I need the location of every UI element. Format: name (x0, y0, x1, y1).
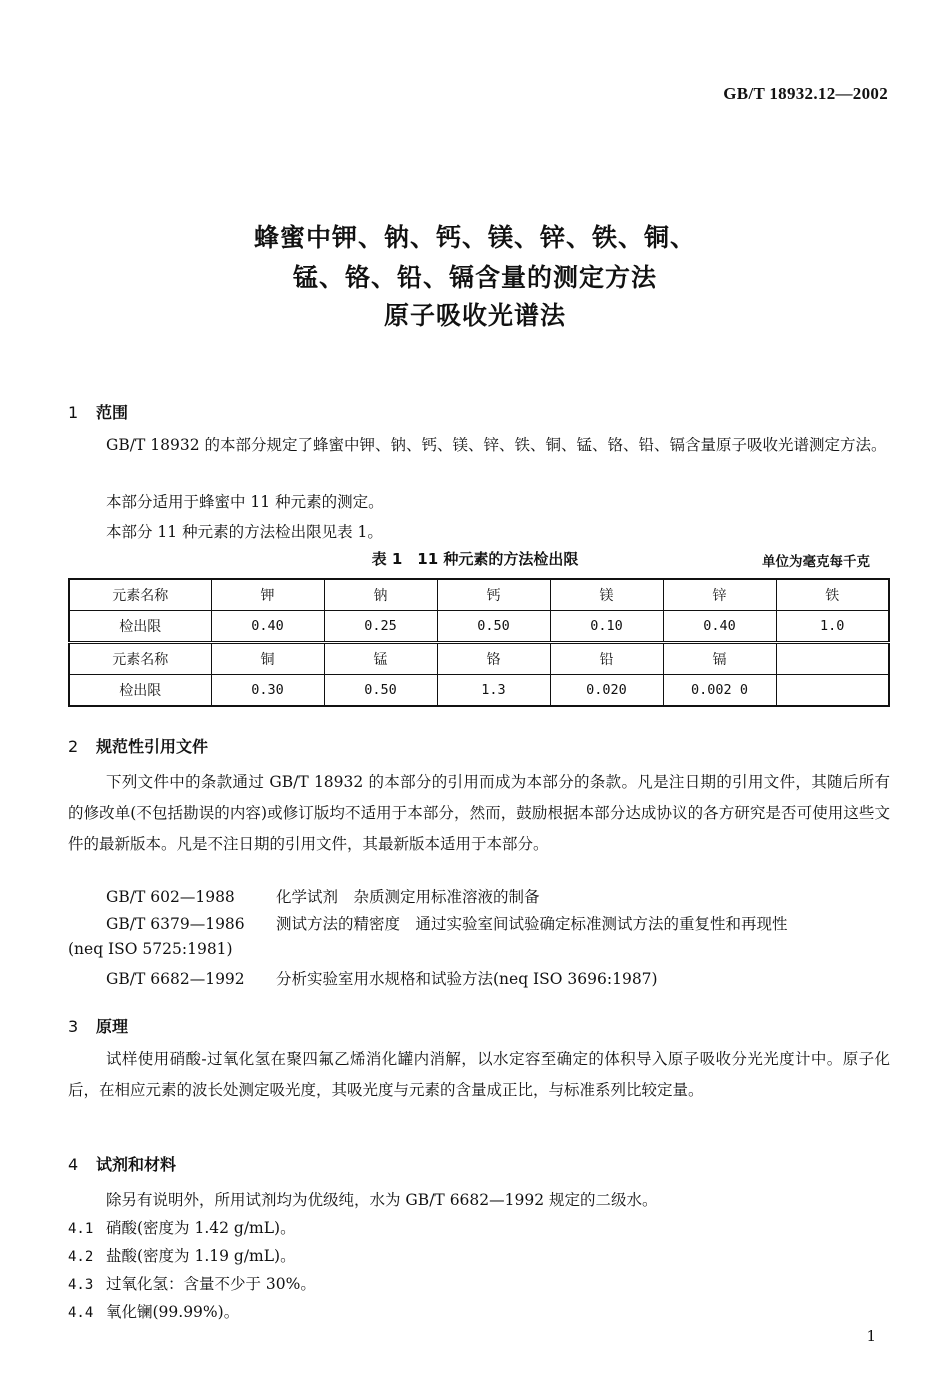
document-title-line-2: 锰、铬、铅、镉含量的测定方法 (292, 263, 657, 292)
reference-item (106, 967, 658, 989)
section-number: 3 (68, 1017, 79, 1036)
section-4-paragraph-1: 除另有说明外，所用试剂均为优级纯，水为 GB/T 6682—1992 规定的二级水。 (106, 1191, 658, 1209)
page-number: 1 (866, 1327, 876, 1345)
row-label: 元素名称 (69, 643, 211, 675)
limit-cell: 0.020 (550, 675, 663, 707)
limit-cell: 1.3 (437, 675, 550, 707)
element-cell: 钠 (324, 579, 437, 611)
section-title: 原理 (96, 1017, 129, 1036)
limit-cell: 0.40 (211, 611, 324, 643)
limit-cell: 0.40 (663, 611, 776, 643)
element-cell: 锰 (324, 643, 437, 675)
item-text: 氧化镧(99.99%)。 (106, 1303, 240, 1321)
section-number: 2 (68, 737, 79, 756)
reagent-item (68, 1272, 316, 1294)
item-text: 盐酸(密度为 1.19 g/mL)。 (106, 1247, 296, 1265)
section-4-heading (68, 1152, 176, 1175)
reference-code: GB/T 6682—1992 (106, 970, 245, 988)
element-cell (776, 643, 889, 675)
section-1-paragraph-1: GB/T 18932 的本部分规定了蜂蜜中钾、钠、钙、镁、锌、铁、铜、锰、铬、铅、镉含量原子吸收光谱测定方法。 (106, 436, 887, 454)
item-number: 4.4 (68, 1305, 94, 1321)
limit-cell (776, 675, 889, 707)
row-label: 检出限 (69, 675, 211, 707)
row-label: 元素名称 (69, 579, 211, 611)
item-number: 4.3 (68, 1277, 94, 1293)
element-cell: 镉 (663, 643, 776, 675)
reference-title: 化学试剂 杂质测定用标准溶液的制备 (276, 888, 540, 906)
limit-cell: 0.50 (437, 611, 550, 643)
section-title: 规范性引用文件 (96, 737, 209, 756)
reference-item (106, 885, 540, 907)
standard-code: GB/T 18932.12—2002 (723, 84, 888, 103)
table-row (69, 611, 889, 643)
detection-limit-table (68, 578, 890, 707)
section-title: 范围 (96, 403, 129, 422)
element-cell: 铅 (550, 643, 663, 675)
element-cell: 锌 (663, 579, 776, 611)
table-caption: 表 1 11 种元素的方法检出限 (371, 550, 579, 568)
item-text: 过氧化氢：含量不少于 30%。 (106, 1275, 316, 1293)
reagent-item (68, 1216, 296, 1238)
element-cell: 铬 (437, 643, 550, 675)
section-1-paragraph-2: 本部分适用于蜂蜜中 11 种元素的测定。 (106, 493, 384, 511)
reference-item (106, 912, 788, 934)
section-3-paragraph-1: 试样使用硝酸-过氧化氢在聚四氟乙烯消化罐内消解，以水定容至确定的体积导入原子吸收分光光度计中。原子化后，在相应元素的波长处测定吸光度，其吸光度与元素的含量成正比，与标准系列比较定量。 (68, 1050, 890, 1099)
element-cell: 铜 (211, 643, 324, 675)
limit-cell: 0.30 (211, 675, 324, 707)
table-row (69, 675, 889, 707)
section-number: 1 (68, 403, 79, 422)
section-2-heading (68, 734, 208, 757)
limit-cell: 0.002 0 (663, 675, 776, 707)
section-1-paragraph-3: 本部分 11 种元素的方法检出限见表 1。 (106, 523, 383, 541)
section-3-heading (68, 1014, 128, 1037)
reference-code: GB/T 6379—1986 (106, 915, 245, 933)
element-cell: 钙 (437, 579, 550, 611)
reference-title: 分析实验室用水规格和试验方法(neq ISO 3696:1987) (276, 970, 658, 988)
section-2-paragraph-1: 下列文件中的条款通过 GB/T 18932 的本部分的引用而成为本部分的条款。凡是注日期的引用文件，其随后所有的修改单(不包括勘误的内容)或修订版均不适用于本部分，然而，鼓励根据本部分达成协议的各方研究是否可使用这些文件的最新版本。凡是不注日期的引用文件，其最新版本适用于本部分。 (68, 773, 890, 853)
table-row (69, 579, 889, 611)
element-cell: 钾 (211, 579, 324, 611)
item-number: 4.2 (68, 1249, 94, 1265)
document-title-line-1: 蜂蜜中钾、钠、钙、镁、锌、铁、铜、 (253, 223, 696, 252)
element-cell: 镁 (550, 579, 663, 611)
row-label: 检出限 (69, 611, 211, 643)
limit-cell: 0.25 (324, 611, 437, 643)
item-text: 硝酸(密度为 1.42 g/mL)。 (106, 1219, 296, 1237)
reference-continuation: (neq ISO 5725:1981) (68, 940, 233, 958)
section-1-heading (68, 400, 128, 423)
reagent-item (68, 1300, 239, 1322)
table-unit: 单位为毫克每千克 (762, 554, 870, 570)
section-title: 试剂和材料 (96, 1155, 177, 1174)
table-row (69, 643, 889, 675)
limit-cell: 0.10 (550, 611, 663, 643)
limit-cell: 1.0 (776, 611, 889, 643)
document-title-line-3: 原子吸收光谱法 (383, 301, 566, 330)
reagent-item (68, 1244, 296, 1266)
reference-title: 测试方法的精密度 通过实验室间试验确定标准测试方法的重复性和再现性 (276, 915, 788, 933)
section-number: 4 (68, 1155, 79, 1174)
reference-code: GB/T 602—1988 (106, 888, 235, 906)
element-cell: 铁 (776, 579, 889, 611)
item-number: 4.1 (68, 1221, 94, 1237)
limit-cell: 0.50 (324, 675, 437, 707)
